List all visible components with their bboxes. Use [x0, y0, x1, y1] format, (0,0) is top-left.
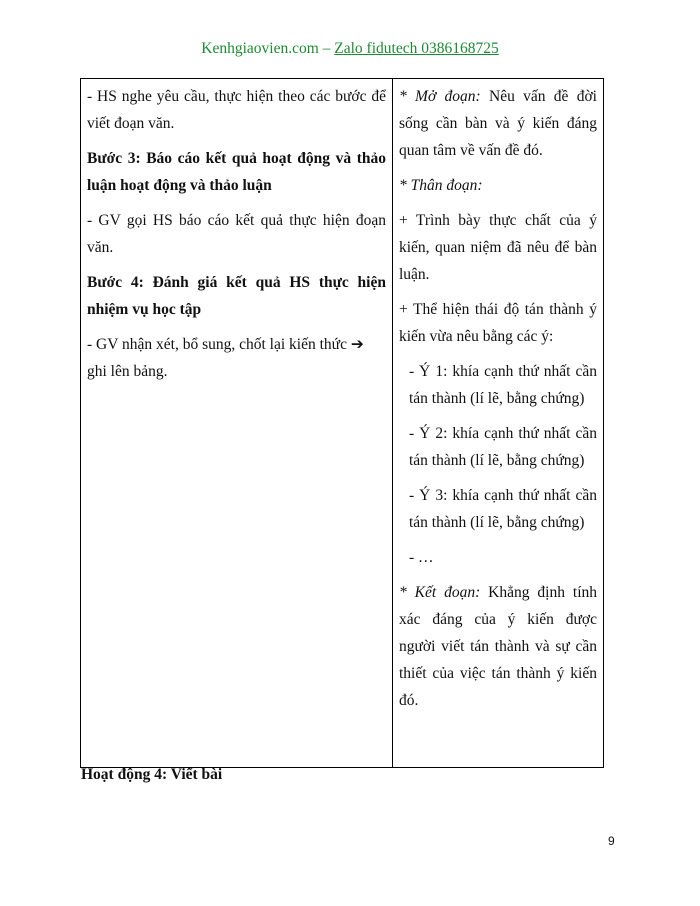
y-3: - Ý 3: khía cạnh thứ nhất cần tán thành (lí lẽ, bằng chứng) — [409, 487, 597, 531]
header-separator: – — [318, 40, 335, 57]
mo-doan-label: * Mở đoạn: — [399, 88, 481, 105]
lesson-table — [80, 78, 604, 768]
header-site: Kenhgiaovien.com — [201, 40, 319, 57]
ellipsis: - … — [409, 549, 434, 566]
mo-doan-text: Nêu vấn đề đời sống cần bàn và ý kiến đáng quan tâm về vấn đề đó. — [399, 88, 597, 159]
y-1: - Ý 1: khía cạnh thứ nhất cần tán thành (lí lẽ, bằng chứng) — [409, 363, 597, 407]
mo-doan — [399, 83, 597, 164]
point-1: + Trình bày thực chất của ý kiến, quan niệm đã nêu để bàn luận. — [399, 212, 597, 283]
left-para-2: Bước 3: Báo cáo kết quả hoạt động và thảo luận hoạt động và thảo luận — [87, 150, 386, 194]
page-number: 9 — [608, 834, 615, 848]
left-column — [81, 79, 393, 768]
section-title: Hoạt động 4: Viết bài — [81, 766, 223, 783]
header-zalo-link[interactable]: Zalo fidutech 0386168725 — [334, 40, 499, 57]
left-para-1: - HS nghe yêu cầu, thực hiện theo các bước để viết đoạn văn. — [87, 88, 386, 132]
point-2: + Thể hiện thái độ tán thành ý kiến vừa nêu bằng các ý: — [399, 301, 597, 345]
ket-doan-text: Khẳng định tính xác đáng của ý kiến được người viết tán thành và sự cần thiết của việc tán thành ý kiến đó. — [399, 584, 597, 709]
ket-doan — [399, 579, 597, 714]
left-para-4: Bước 4: Đánh giá kết quả HS thực hiện nhiệm vụ học tập — [87, 274, 386, 318]
y-2: - Ý 2: khía cạnh thứ nhất cần tán thành (lí lẽ, bằng chứng) — [409, 425, 597, 469]
than-doan-label: * Thân đoạn: — [399, 177, 483, 194]
right-column — [393, 79, 604, 768]
left-para-3: - GV gọi HS báo cáo kết quả thực hiện đoạn văn. — [87, 212, 386, 256]
ket-doan-label: * Kết đoạn: — [399, 584, 481, 601]
left-para-5: - GV nhận xét, bổ sung, chốt lại kiến thức ➔ ghi lên bảng. — [87, 336, 364, 380]
page-header — [0, 40, 700, 58]
